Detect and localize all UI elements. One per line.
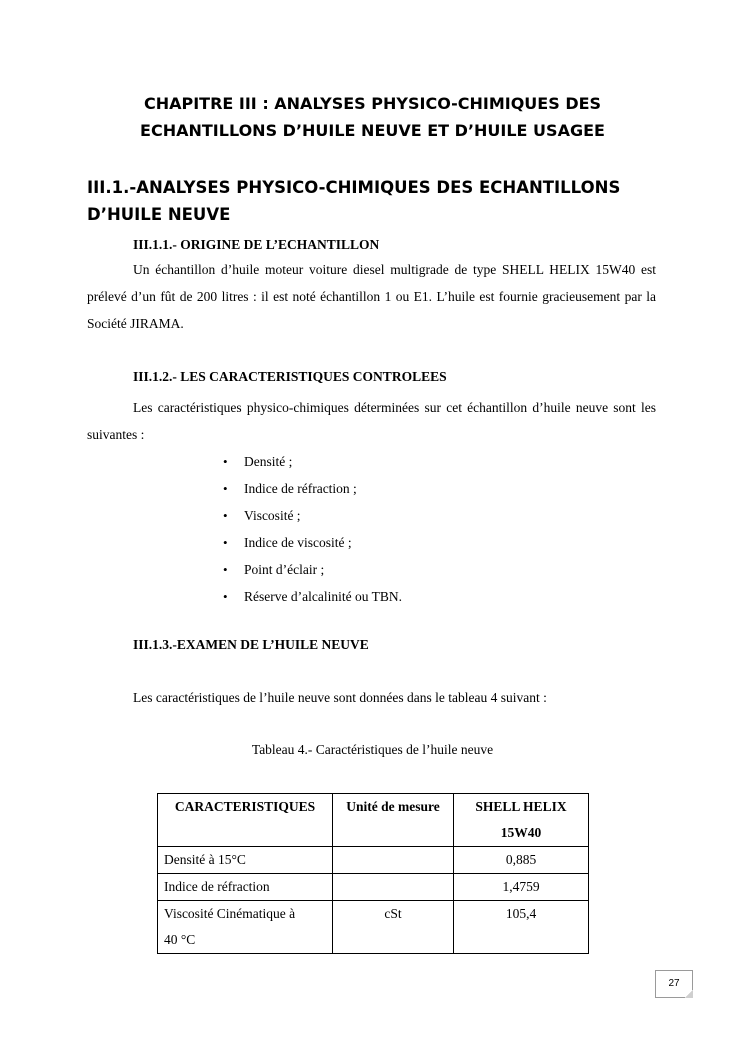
list-item: • Indice de viscosité ; [216, 529, 402, 556]
bullet-icon: • [223, 535, 228, 550]
characteristics-list [216, 448, 402, 610]
page-number: 27 [655, 970, 693, 998]
section-title-line-2: D’HUILE NEUVE [87, 205, 231, 224]
cell-unit [333, 847, 454, 874]
bullet-icon: • [223, 589, 228, 604]
cell-characteristic: Indice de réfraction [158, 874, 333, 901]
table-row [158, 901, 589, 954]
subsection-heading-examination: III.1.3.-EXAMEN DE L’HUILE NEUVE [133, 637, 369, 652]
list-item: • Réserve d’alcalinité ou TBN. [216, 583, 402, 610]
cell-characteristic: Densité à 15°C [158, 847, 333, 874]
bullet-icon: • [223, 454, 228, 469]
list-item: • Indice de réfraction ; [216, 475, 402, 502]
list-item: • Densité ; [216, 448, 402, 475]
paragraph-examination: Les caractéristiques de l’huile neuve sont données dans le tableau 4 suivant : [133, 690, 547, 705]
table-caption: Tableau 4.- Caractéristiques de l’huile neuve [251, 742, 494, 757]
cell-value: 0,885 [454, 847, 589, 874]
header-product-line-2: 15W40 [500, 825, 542, 840]
subsection-heading-characteristics: III.1.2.- LES CARACTERISTIQUES CONTROLEES [133, 369, 447, 384]
list-item: • Point d’éclair ; [216, 556, 402, 583]
cell-value: 105,4 [454, 901, 589, 954]
cell-unit [333, 874, 454, 901]
paragraph-characteristics: Les caractéristiques physico-chimiques déterminées sur cet échantillon d’huile neuve sont les suivantes : [87, 400, 656, 442]
bullet-icon: • [223, 481, 228, 496]
header-unit: Unité de mesure [333, 794, 454, 847]
table-row [158, 847, 589, 874]
header-product [454, 794, 589, 847]
section-title-line-1: III.1.-ANALYSES PHYSICO-CHIMIQUES DES ECHANTILLONS [87, 178, 621, 197]
list-item: • Viscosité ; [216, 502, 402, 529]
table-header-row [158, 794, 589, 847]
paragraph-origin: Un échantillon d’huile moteur voiture diesel multigrade de type SHELL HELIX 15W40 est prélevé d’un fût de 200 litres : il est noté échantillon 1 ou E1. L’huile est fournie gracieusement par la Société JIRAMA. [87, 262, 656, 331]
bullet-icon: • [223, 562, 228, 577]
cell-value: 1,4759 [454, 874, 589, 901]
header-product-line-1: SHELL HELIX [475, 799, 567, 814]
subsection-heading-origin: III.1.1.- ORIGINE DE L’ECHANTILLON [133, 237, 380, 252]
bullet-icon: • [223, 508, 228, 523]
header-characteristics: CARACTERISTIQUES [158, 794, 333, 847]
chapter-title-line-2: ECHANTILLONS D’HUILE NEUVE ET D’HUILE USAGEE [140, 121, 605, 140]
section-title [87, 174, 667, 228]
table-row [158, 874, 589, 901]
chapter-title-line-1: CHAPITRE III : ANALYSES PHYSICO-CHIMIQUES DES [143, 94, 602, 113]
cell-characteristic: Viscosité Cinématique à 40 °C [158, 901, 333, 954]
characteristics-table [157, 793, 589, 954]
chapter-title [90, 90, 655, 144]
cell-unit: cSt [333, 901, 454, 954]
